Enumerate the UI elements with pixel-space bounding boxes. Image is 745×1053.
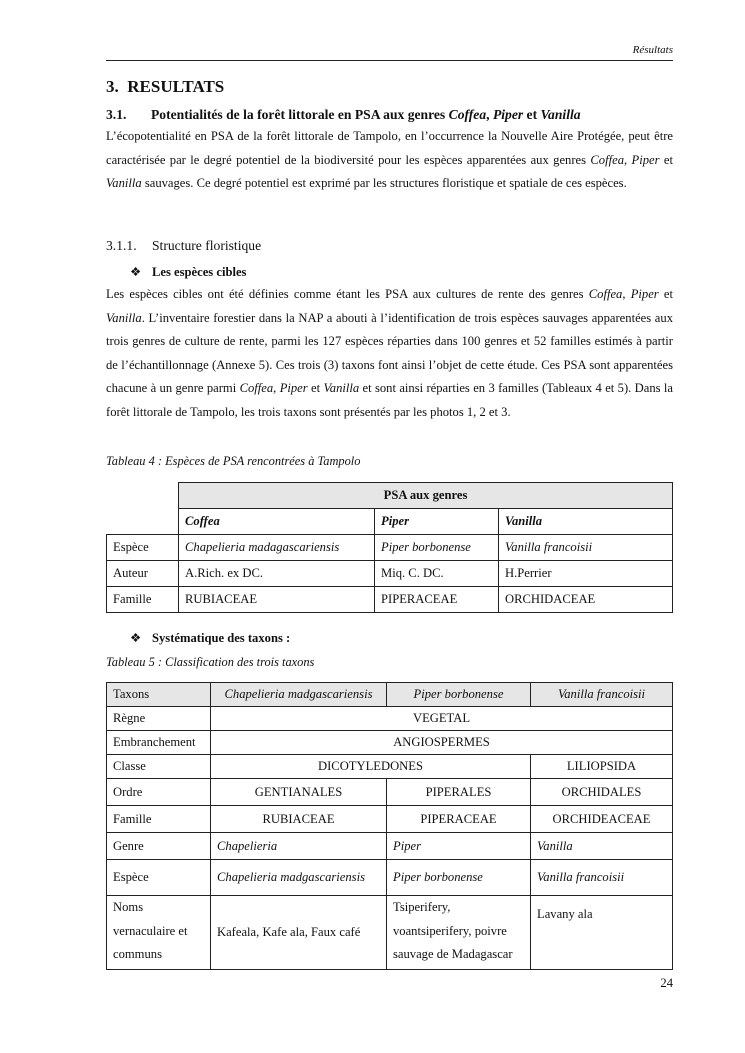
species-sep: , [622, 287, 631, 301]
bullet-target-species [130, 264, 246, 280]
table4-col-header: Piper [375, 509, 499, 535]
table5-header-label: Taxons [107, 683, 211, 707]
intro-genus: Coffea [590, 152, 624, 167]
intro-genus: Piper [631, 152, 660, 167]
subsection-sep: et [523, 107, 541, 122]
table-cell: PIPERALES [387, 779, 531, 806]
table-cell: Lavany ala [531, 896, 673, 970]
intro-text: L’écopotentialité en PSA de la forêt littorale de Tampolo, en l’occurrence la Nouvelle Aire Protégée, peut être caractérisée par le degré potentiel de la biodiversité pour les espèces apparentées aux genres [106, 129, 673, 167]
table-cell: ORCHIDEACEAE [531, 806, 673, 833]
diamond-bullet-icon: ❖ [130, 631, 142, 645]
table-row [107, 896, 673, 970]
species-genus: Piper [630, 287, 659, 301]
species-sep: , [273, 381, 280, 396]
subsection-heading [106, 107, 581, 123]
bullet-text: Les espèces cibles [152, 265, 247, 279]
page-number: 24 [660, 976, 673, 990]
table-row-label: Genre [107, 833, 211, 860]
subsubsection-title: Structure floristique [152, 238, 262, 253]
table-cell: ORCHIDACEAE [499, 587, 673, 613]
table5-col-header: Piper borbonense [387, 683, 531, 707]
table-cell: DICOTYLEDONES [211, 755, 531, 779]
table5-col-header: Chapelieria madgascariensis [211, 683, 387, 707]
table-cell: Kafeala, Kafe ala, Faux café [211, 896, 387, 970]
table-cell: Chapelieria madgascariensis [211, 860, 387, 896]
table-cell: Vanilla [531, 833, 673, 860]
table-row [107, 707, 673, 731]
section-title: RESULTATS [127, 77, 225, 96]
table-row-label: Classe [107, 755, 211, 779]
noms-cell-line: Tsiperifery, [393, 900, 451, 914]
table4-group-header: PSA aux genres [179, 483, 673, 509]
table-cell: Piper borbonense [387, 860, 531, 896]
table5 [106, 682, 673, 970]
species-genus: Vanilla [106, 310, 142, 325]
table-row [107, 587, 673, 613]
intro-paragraph [106, 125, 673, 196]
table-row [107, 779, 673, 806]
running-head: Résultats [632, 44, 673, 56]
table-cell: Chapelieria madagascariensis [179, 535, 375, 561]
table4-caption: Tableau 4 : Espèces de PSA rencontrées à Tampolo [106, 454, 361, 468]
table-row [107, 833, 673, 860]
subsection-sep: , [486, 107, 493, 122]
noms-label-line: Noms [113, 900, 144, 914]
table-row [107, 535, 673, 561]
table4 [106, 482, 673, 613]
table4-col-header: Coffea [179, 509, 375, 535]
table-cell [387, 896, 531, 970]
diamond-bullet-icon: ❖ [130, 265, 142, 279]
table-cell: GENTIANALES [211, 779, 387, 806]
section-number: 3. [106, 77, 119, 96]
table-row-label [107, 896, 211, 970]
intro-sep: , [624, 152, 632, 167]
table-cell: ANGIOSPERMES [211, 731, 673, 755]
intro-text: sauvages. Ce degré potentiel est exprimé par les structures floristique et spatiale de ces espèces. [141, 176, 627, 191]
species-genus: Coffea [588, 287, 623, 301]
species-sep: et [307, 381, 324, 396]
species-text: . L’inventaire forestier dans la NAP a abouti à l’identification de trois espèces sauvages apparentées aux trois genres de culture de rente, parmi les 127 espèces réparties dans 100 genres et 52 familles estimés à partir de l’échantillonnage (Annexe 5). Ces trois (3) taxons font ainsi l’objet de cette étude. Ces PSA sont apparentées chacune à un genre parmi [106, 310, 673, 396]
table-cell: Chapelieria [211, 833, 387, 860]
table4-col-header: Vanilla [499, 509, 673, 535]
table-row-label: Famille [107, 806, 211, 833]
table-row [107, 561, 673, 587]
table-cell: Piper borbonense [375, 535, 499, 561]
species-sep: et [658, 287, 674, 301]
table-row [107, 860, 673, 896]
species-text: et sont ainsi réparties en 3 familles (Tableaux 4 et 5). Dans la forêt littorale de Tampolo, les trois taxons sont présentés par les photos 1, 2 et 3. [106, 381, 673, 419]
table-cell: LILIOPSIDA [531, 755, 673, 779]
header-rule [106, 60, 673, 61]
subsection-title-prefix: Potentialités de la forêt littorale en PSA aux genres [151, 107, 449, 122]
table-row [107, 731, 673, 755]
table-row [107, 509, 673, 535]
table-cell: PIPERACEAE [375, 587, 499, 613]
table-cell: A.Rich. ex DC. [179, 561, 375, 587]
noms-label-line: communs [113, 947, 162, 961]
species-genus: Vanilla [323, 381, 360, 396]
table-row [107, 683, 673, 707]
noms-cell-line: voantsiperifery, poivre [393, 923, 507, 938]
table-cell: Piper [387, 833, 531, 860]
species-genus: Coffea [239, 381, 274, 396]
subsection-genus-vanilla: Vanilla [540, 107, 581, 122]
table-cell: Miq. C. DC. [375, 561, 499, 587]
table-row [107, 483, 673, 509]
bullet-systematics [130, 630, 290, 646]
noms-label-line: vernaculaire et [113, 923, 188, 938]
species-paragraph [106, 283, 673, 425]
table-cell-empty [107, 483, 179, 509]
species-genus: Piper [279, 381, 308, 396]
table-cell: VEGETAL [211, 707, 673, 731]
intro-genus: Vanilla [106, 176, 142, 191]
table-row-label: Embranchement [107, 731, 211, 755]
table-row-label: Auteur [107, 561, 179, 587]
subsubsection-number: 3.1.1. [106, 238, 137, 253]
table-row-label: Règne [107, 707, 211, 731]
table-cell: Vanilla francoisii [499, 535, 673, 561]
table-row [107, 755, 673, 779]
table-row-label: Espèce [107, 535, 179, 561]
table-cell: PIPERACEAE [387, 806, 531, 833]
table-row [107, 806, 673, 833]
species-text: Les espèces cibles ont été définies comme étant les PSA aux cultures de rente des genres [106, 287, 589, 301]
table-row-label: Famille [107, 587, 179, 613]
table5-col-header: Vanilla francoisii [531, 683, 673, 707]
table-cell: H.Perrier [499, 561, 673, 587]
subsubsection-heading [106, 238, 261, 254]
subsection-genus-coffea: Coffea [448, 107, 487, 122]
table-cell: RUBIACEAE [179, 587, 375, 613]
table-cell: ORCHIDALES [531, 779, 673, 806]
subsection-genus-piper: Piper [492, 107, 524, 122]
table-cell: RUBIACEAE [211, 806, 387, 833]
table-cell-empty [107, 509, 179, 535]
table5-caption: Tableau 5 : Classification des trois taxons [106, 655, 315, 669]
intro-sep: et [659, 152, 673, 167]
bullet-text: Systématique des taxons : [152, 631, 291, 645]
noms-cell-line: sauvage de Madagascar [393, 947, 513, 961]
section-heading [106, 77, 224, 97]
subsection-number: 3.1. [106, 107, 127, 122]
table-cell: Vanilla francoisii [531, 860, 673, 896]
table-row-label: Ordre [107, 779, 211, 806]
table-row-label: Espèce [107, 860, 211, 896]
